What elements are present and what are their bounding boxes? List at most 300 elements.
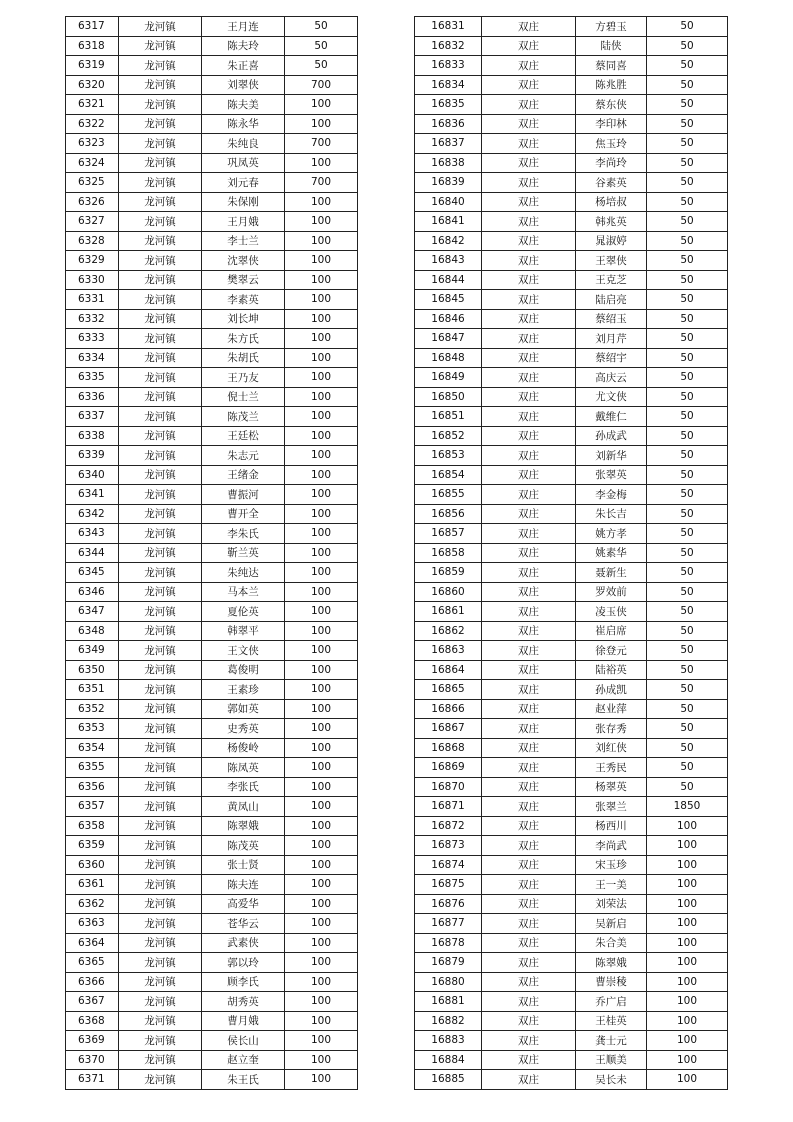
township-cell: 双庄 [482, 212, 576, 232]
left-table-row [66, 875, 358, 895]
township-cell: 龙河镇 [119, 758, 202, 778]
township-cell: 双庄 [482, 387, 576, 407]
right-table-row [415, 797, 728, 817]
person-name-cell: 龚士元 [576, 1031, 647, 1051]
township-cell: 双庄 [482, 797, 576, 817]
person-name-cell: 郭以玲 [202, 953, 285, 973]
record-id-cell: 6368 [66, 1011, 119, 1031]
amount-cell: 100 [647, 1011, 728, 1031]
right-table [414, 16, 728, 1090]
person-name-cell: 王绪金 [202, 465, 285, 485]
person-name-cell: 张存秀 [576, 719, 647, 739]
right-table-row [415, 875, 728, 895]
record-id-cell: 16885 [415, 1070, 482, 1090]
right-table-row [415, 231, 728, 251]
amount-cell: 100 [285, 309, 358, 329]
township-cell: 龙河镇 [119, 56, 202, 76]
person-name-cell: 苍华云 [202, 914, 285, 934]
amount-cell: 100 [647, 836, 728, 856]
left-table-row [66, 1011, 358, 1031]
left-table-row [66, 348, 358, 368]
left-table-row [66, 75, 358, 95]
person-name-cell: 赵业萍 [576, 699, 647, 719]
record-id-cell: 16852 [415, 426, 482, 446]
record-id-cell: 16841 [415, 212, 482, 232]
township-cell: 龙河镇 [119, 231, 202, 251]
right-table-row [415, 387, 728, 407]
right-table-row [415, 953, 728, 973]
amount-cell: 50 [647, 114, 728, 134]
amount-cell: 50 [647, 231, 728, 251]
person-name-cell: 李朱氏 [202, 524, 285, 544]
amount-cell: 50 [647, 134, 728, 154]
left-table-row [66, 797, 358, 817]
amount-cell: 100 [647, 875, 728, 895]
amount-cell: 100 [285, 251, 358, 271]
left-table-row [66, 485, 358, 505]
record-id-cell: 16869 [415, 758, 482, 778]
person-name-cell: 赵立奎 [202, 1050, 285, 1070]
person-name-cell: 朱胡氏 [202, 348, 285, 368]
amount-cell: 100 [647, 1070, 728, 1090]
township-cell: 双庄 [482, 953, 576, 973]
amount-cell: 1850 [647, 797, 728, 817]
left-table-row [66, 582, 358, 602]
amount-cell: 100 [647, 816, 728, 836]
right-table-row [415, 17, 728, 37]
record-id-cell: 16851 [415, 407, 482, 427]
person-name-cell: 李印林 [576, 114, 647, 134]
township-cell: 龙河镇 [119, 582, 202, 602]
left-table-row [66, 504, 358, 524]
township-cell: 双庄 [482, 114, 576, 134]
record-id-cell: 16836 [415, 114, 482, 134]
right-table-row [415, 699, 728, 719]
person-name-cell: 朱合美 [576, 933, 647, 953]
township-cell: 双庄 [482, 602, 576, 622]
record-id-cell: 6348 [66, 621, 119, 641]
record-id-cell: 16873 [415, 836, 482, 856]
amount-cell: 100 [647, 992, 728, 1012]
township-cell: 龙河镇 [119, 855, 202, 875]
amount-cell: 50 [647, 75, 728, 95]
township-cell: 双庄 [482, 992, 576, 1012]
right-table-row [415, 329, 728, 349]
right-table-body [415, 17, 728, 1090]
person-name-cell: 陈夫美 [202, 95, 285, 115]
person-name-cell: 李素英 [202, 290, 285, 310]
person-name-cell: 曹崇稜 [576, 972, 647, 992]
left-table-row [66, 36, 358, 56]
amount-cell: 50 [647, 504, 728, 524]
amount-cell: 100 [285, 992, 358, 1012]
left-table-row [66, 17, 358, 37]
record-id-cell: 16879 [415, 953, 482, 973]
township-cell: 双庄 [482, 407, 576, 427]
left-table-row [66, 270, 358, 290]
record-id-cell: 16847 [415, 329, 482, 349]
amount-cell: 100 [285, 738, 358, 758]
township-cell: 双庄 [482, 660, 576, 680]
left-table-row [66, 699, 358, 719]
amount-cell: 100 [285, 914, 358, 934]
amount-cell: 50 [647, 563, 728, 583]
record-id-cell: 6338 [66, 426, 119, 446]
right-table-row [415, 446, 728, 466]
township-cell: 双庄 [482, 251, 576, 271]
person-name-cell: 张士贤 [202, 855, 285, 875]
township-cell: 双庄 [482, 621, 576, 641]
record-id-cell: 6337 [66, 407, 119, 427]
township-cell: 龙河镇 [119, 641, 202, 661]
township-cell: 双庄 [482, 153, 576, 173]
right-table-row [415, 36, 728, 56]
left-table-row [66, 972, 358, 992]
person-name-cell: 蔡东侠 [576, 95, 647, 115]
person-name-cell: 蔡绍宇 [576, 348, 647, 368]
person-name-cell: 刘翠侠 [202, 75, 285, 95]
left-table-row [66, 894, 358, 914]
amount-cell: 50 [647, 173, 728, 193]
record-id-cell: 16832 [415, 36, 482, 56]
person-name-cell: 夏伦英 [202, 602, 285, 622]
amount-cell: 100 [285, 680, 358, 700]
township-cell: 双庄 [482, 270, 576, 290]
township-cell: 双庄 [482, 231, 576, 251]
record-id-cell: 6363 [66, 914, 119, 934]
person-name-cell: 李尚玲 [576, 153, 647, 173]
record-id-cell: 16844 [415, 270, 482, 290]
township-cell: 龙河镇 [119, 836, 202, 856]
township-cell: 龙河镇 [119, 114, 202, 134]
amount-cell: 100 [647, 1050, 728, 1070]
person-name-cell: 巩凤英 [202, 153, 285, 173]
record-id-cell: 6333 [66, 329, 119, 349]
township-cell: 双庄 [482, 777, 576, 797]
amount-cell: 50 [647, 329, 728, 349]
amount-cell: 50 [647, 582, 728, 602]
amount-cell: 100 [285, 641, 358, 661]
record-id-cell: 6358 [66, 816, 119, 836]
township-cell: 龙河镇 [119, 504, 202, 524]
township-cell: 龙河镇 [119, 1070, 202, 1090]
record-id-cell: 16868 [415, 738, 482, 758]
amount-cell: 700 [285, 173, 358, 193]
record-id-cell: 16838 [415, 153, 482, 173]
right-table-row [415, 134, 728, 154]
amount-cell: 100 [285, 621, 358, 641]
right-table-row [415, 972, 728, 992]
right-table-row [415, 368, 728, 388]
amount-cell: 50 [285, 17, 358, 37]
person-name-cell: 韩兆英 [576, 212, 647, 232]
person-name-cell: 张翠兰 [576, 797, 647, 817]
township-cell: 龙河镇 [119, 153, 202, 173]
amount-cell: 50 [647, 56, 728, 76]
person-name-cell: 王秀民 [576, 758, 647, 778]
person-name-cell: 高庆云 [576, 368, 647, 388]
right-table-row [415, 894, 728, 914]
amount-cell: 100 [285, 972, 358, 992]
person-name-cell: 吴长未 [576, 1070, 647, 1090]
record-id-cell: 6340 [66, 465, 119, 485]
amount-cell: 100 [647, 914, 728, 934]
right-table-row [415, 758, 728, 778]
person-name-cell: 徐登元 [576, 641, 647, 661]
township-cell: 龙河镇 [119, 446, 202, 466]
township-cell: 龙河镇 [119, 816, 202, 836]
township-cell: 双庄 [482, 36, 576, 56]
left-table-row [66, 1050, 358, 1070]
record-id-cell: 6367 [66, 992, 119, 1012]
township-cell: 龙河镇 [119, 602, 202, 622]
township-cell: 龙河镇 [119, 719, 202, 739]
amount-cell: 50 [647, 465, 728, 485]
record-id-cell: 6331 [66, 290, 119, 310]
township-cell: 双庄 [482, 465, 576, 485]
township-cell: 龙河镇 [119, 680, 202, 700]
record-id-cell: 6335 [66, 368, 119, 388]
left-table-row [66, 192, 358, 212]
person-name-cell: 王廷松 [202, 426, 285, 446]
person-name-cell: 曹振河 [202, 485, 285, 505]
left-table-row [66, 602, 358, 622]
township-cell: 双庄 [482, 309, 576, 329]
person-name-cell: 李张氏 [202, 777, 285, 797]
amount-cell: 100 [285, 1050, 358, 1070]
amount-cell: 100 [285, 699, 358, 719]
record-id-cell: 6330 [66, 270, 119, 290]
left-table-row [66, 816, 358, 836]
right-table-row [415, 153, 728, 173]
person-name-cell: 李士兰 [202, 231, 285, 251]
record-id-cell: 16870 [415, 777, 482, 797]
amount-cell: 50 [647, 290, 728, 310]
record-id-cell: 16867 [415, 719, 482, 739]
person-name-cell: 姚素华 [576, 543, 647, 563]
right-table-row [415, 75, 728, 95]
record-id-cell: 6353 [66, 719, 119, 739]
township-cell: 双庄 [482, 1011, 576, 1031]
left-table-row [66, 426, 358, 446]
right-table-row [415, 95, 728, 115]
record-id-cell: 6322 [66, 114, 119, 134]
township-cell: 龙河镇 [119, 368, 202, 388]
record-id-cell: 6324 [66, 153, 119, 173]
person-name-cell: 史秀英 [202, 719, 285, 739]
left-table-row [66, 329, 358, 349]
amount-cell: 100 [285, 953, 358, 973]
left-table-row [66, 212, 358, 232]
township-cell: 双庄 [482, 582, 576, 602]
township-cell: 龙河镇 [119, 290, 202, 310]
township-cell: 双庄 [482, 875, 576, 895]
record-id-cell: 6350 [66, 660, 119, 680]
person-name-cell: 姚方孝 [576, 524, 647, 544]
left-table-row [66, 465, 358, 485]
township-cell: 双庄 [482, 543, 576, 563]
township-cell: 龙河镇 [119, 485, 202, 505]
record-id-cell: 6362 [66, 894, 119, 914]
amount-cell: 100 [647, 953, 728, 973]
amount-cell: 50 [285, 56, 358, 76]
person-name-cell: 陈夫连 [202, 875, 285, 895]
left-table-row [66, 368, 358, 388]
township-cell: 双庄 [482, 894, 576, 914]
township-cell: 双庄 [482, 524, 576, 544]
record-id-cell: 16855 [415, 485, 482, 505]
left-table-row [66, 543, 358, 563]
record-id-cell: 16876 [415, 894, 482, 914]
township-cell: 龙河镇 [119, 17, 202, 37]
township-cell: 龙河镇 [119, 1050, 202, 1070]
township-cell: 双庄 [482, 699, 576, 719]
record-id-cell: 6321 [66, 95, 119, 115]
amount-cell: 50 [647, 192, 728, 212]
person-name-cell: 焦玉玲 [576, 134, 647, 154]
amount-cell: 50 [647, 543, 728, 563]
record-id-cell: 16864 [415, 660, 482, 680]
township-cell: 龙河镇 [119, 953, 202, 973]
township-cell: 龙河镇 [119, 914, 202, 934]
person-name-cell: 韩翠平 [202, 621, 285, 641]
person-name-cell: 曹月娥 [202, 1011, 285, 1031]
record-id-cell: 16834 [415, 75, 482, 95]
person-name-cell: 王翠侠 [576, 251, 647, 271]
record-id-cell: 6342 [66, 504, 119, 524]
right-table-row [415, 680, 728, 700]
right-table-row [415, 212, 728, 232]
person-name-cell: 王月连 [202, 17, 285, 37]
amount-cell: 100 [285, 797, 358, 817]
left-table-row [66, 524, 358, 544]
township-cell: 龙河镇 [119, 212, 202, 232]
left-table-row [66, 387, 358, 407]
amount-cell: 100 [285, 329, 358, 349]
township-cell: 双庄 [482, 1050, 576, 1070]
record-id-cell: 16835 [415, 95, 482, 115]
left-table-row [66, 660, 358, 680]
record-id-cell: 16883 [415, 1031, 482, 1051]
township-cell: 双庄 [482, 933, 576, 953]
record-id-cell: 16848 [415, 348, 482, 368]
record-id-cell: 16846 [415, 309, 482, 329]
left-table-row [66, 134, 358, 154]
right-table-row [415, 719, 728, 739]
right-table-row [415, 348, 728, 368]
record-id-cell: 16861 [415, 602, 482, 622]
person-name-cell: 顾李氏 [202, 972, 285, 992]
amount-cell: 50 [647, 602, 728, 622]
township-cell: 龙河镇 [119, 933, 202, 953]
township-cell: 双庄 [482, 290, 576, 310]
record-id-cell: 16862 [415, 621, 482, 641]
amount-cell: 100 [285, 368, 358, 388]
record-id-cell: 6359 [66, 836, 119, 856]
record-id-cell: 16854 [415, 465, 482, 485]
amount-cell: 50 [647, 95, 728, 115]
person-name-cell: 陈兆胜 [576, 75, 647, 95]
left-table-row [66, 446, 358, 466]
person-name-cell: 孙成武 [576, 426, 647, 446]
record-id-cell: 16875 [415, 875, 482, 895]
right-table-row [415, 582, 728, 602]
amount-cell: 50 [647, 426, 728, 446]
amount-cell: 100 [285, 816, 358, 836]
record-id-cell: 16872 [415, 816, 482, 836]
amount-cell: 100 [285, 933, 358, 953]
amount-cell: 100 [285, 446, 358, 466]
amount-cell: 100 [285, 582, 358, 602]
township-cell: 龙河镇 [119, 407, 202, 427]
right-table-row [415, 992, 728, 1012]
record-id-cell: 16863 [415, 641, 482, 661]
left-table-row [66, 563, 358, 583]
person-name-cell: 晁淑婷 [576, 231, 647, 251]
left-table-row [66, 777, 358, 797]
right-table-row [415, 192, 728, 212]
amount-cell: 100 [285, 212, 358, 232]
person-name-cell: 蔡同喜 [576, 56, 647, 76]
record-id-cell: 16866 [415, 699, 482, 719]
right-table-row [415, 933, 728, 953]
amount-cell: 100 [285, 485, 358, 505]
person-name-cell: 王桂英 [576, 1011, 647, 1031]
amount-cell: 100 [285, 407, 358, 427]
person-name-cell: 王素珍 [202, 680, 285, 700]
amount-cell: 100 [285, 1070, 358, 1090]
person-name-cell: 王乃友 [202, 368, 285, 388]
person-name-cell: 刘元春 [202, 173, 285, 193]
record-id-cell: 6329 [66, 251, 119, 271]
record-id-cell: 6344 [66, 543, 119, 563]
township-cell: 龙河镇 [119, 524, 202, 544]
left-table-row [66, 290, 358, 310]
amount-cell: 100 [285, 387, 358, 407]
amount-cell: 100 [285, 426, 358, 446]
person-name-cell: 马本兰 [202, 582, 285, 602]
record-id-cell: 16849 [415, 368, 482, 388]
record-id-cell: 16845 [415, 290, 482, 310]
left-table-row [66, 992, 358, 1012]
amount-cell: 100 [285, 894, 358, 914]
left-table-row [66, 719, 358, 739]
right-table-row [415, 426, 728, 446]
amount-cell: 100 [647, 933, 728, 953]
left-table-row [66, 56, 358, 76]
record-id-cell: 6325 [66, 173, 119, 193]
amount-cell: 50 [647, 758, 728, 778]
amount-cell: 50 [647, 738, 728, 758]
left-table-row [66, 641, 358, 661]
right-table-row [415, 290, 728, 310]
record-id-cell: 6318 [66, 36, 119, 56]
person-name-cell: 王月娥 [202, 212, 285, 232]
township-cell: 双庄 [482, 368, 576, 388]
record-id-cell: 6345 [66, 563, 119, 583]
record-id-cell: 6354 [66, 738, 119, 758]
person-name-cell: 刘新华 [576, 446, 647, 466]
record-id-cell: 16831 [415, 17, 482, 37]
amount-cell: 100 [285, 290, 358, 310]
person-name-cell: 陆启亮 [576, 290, 647, 310]
township-cell: 双庄 [482, 836, 576, 856]
township-cell: 双庄 [482, 56, 576, 76]
amount-cell: 50 [647, 641, 728, 661]
township-cell: 龙河镇 [119, 894, 202, 914]
record-id-cell: 6349 [66, 641, 119, 661]
township-cell: 双庄 [482, 173, 576, 193]
